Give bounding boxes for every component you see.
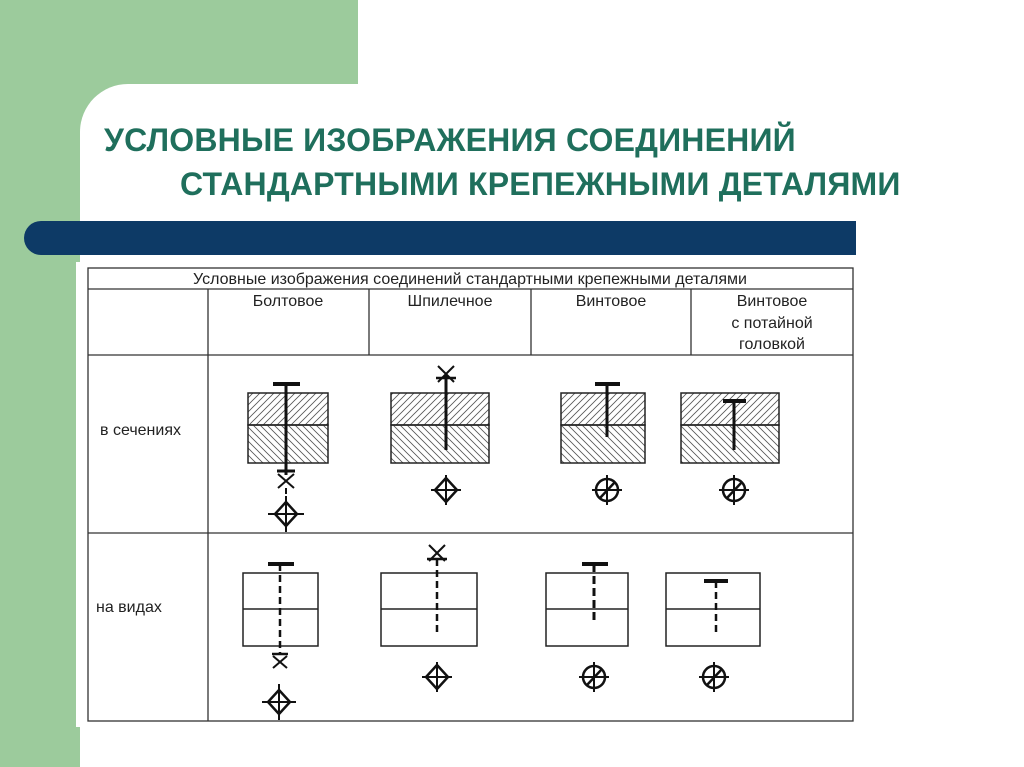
decor-navy-bar: [24, 221, 856, 255]
col-header-stud: Шпилечное: [407, 293, 493, 310]
bolt-section-drawing: [248, 384, 328, 494]
slide-title: [104, 118, 901, 206]
col-header-bolt: Болтовое: [252, 293, 324, 310]
slide-title-line1: УСЛОВНЫЕ ИЗОБРАЖЕНИЯ СОЕДИНЕНИЙ: [104, 122, 796, 158]
table-caption: Условные изображения соединений стандартными крепежными деталями: [193, 271, 747, 288]
col-header-countersunk-l2: с потайной: [731, 315, 813, 332]
slide-title-line2: СТАНДАРТНЫМИ КРЕПЕЖНЫМИ ДЕТАЛЯМИ: [180, 166, 901, 202]
countersunk-view-symbol: [699, 662, 729, 692]
screw-view-drawing: [546, 564, 628, 646]
screw-section-drawing: [561, 384, 645, 463]
col-header-screw: Винтовое: [575, 293, 647, 310]
stud-section-symbol: [431, 475, 461, 505]
fastener-table-svg: [76, 262, 859, 727]
stud-view-drawing: [381, 545, 477, 646]
stud-section-drawing: [391, 366, 489, 463]
countersunk-section-symbol: [719, 475, 749, 505]
bolt-section-symbol: [268, 496, 304, 532]
col-header-countersunk-l3: головкой: [739, 336, 805, 353]
fastener-table-figure: [76, 262, 859, 727]
decor-green-strip: [0, 0, 80, 767]
screw-view-symbol: [579, 662, 609, 692]
countersunk-view-drawing: [666, 573, 760, 646]
row-label-sections: в сечениях: [100, 422, 181, 439]
bolt-view-drawing: [243, 564, 318, 668]
stud-view-symbol: [422, 662, 452, 692]
bolt-view-symbol: [262, 684, 296, 720]
countersunk-section-drawing: [681, 393, 779, 463]
col-header-countersunk-l1: Винтовое: [736, 293, 808, 310]
row-label-views: на видах: [96, 599, 162, 616]
screw-section-symbol: [592, 475, 622, 505]
